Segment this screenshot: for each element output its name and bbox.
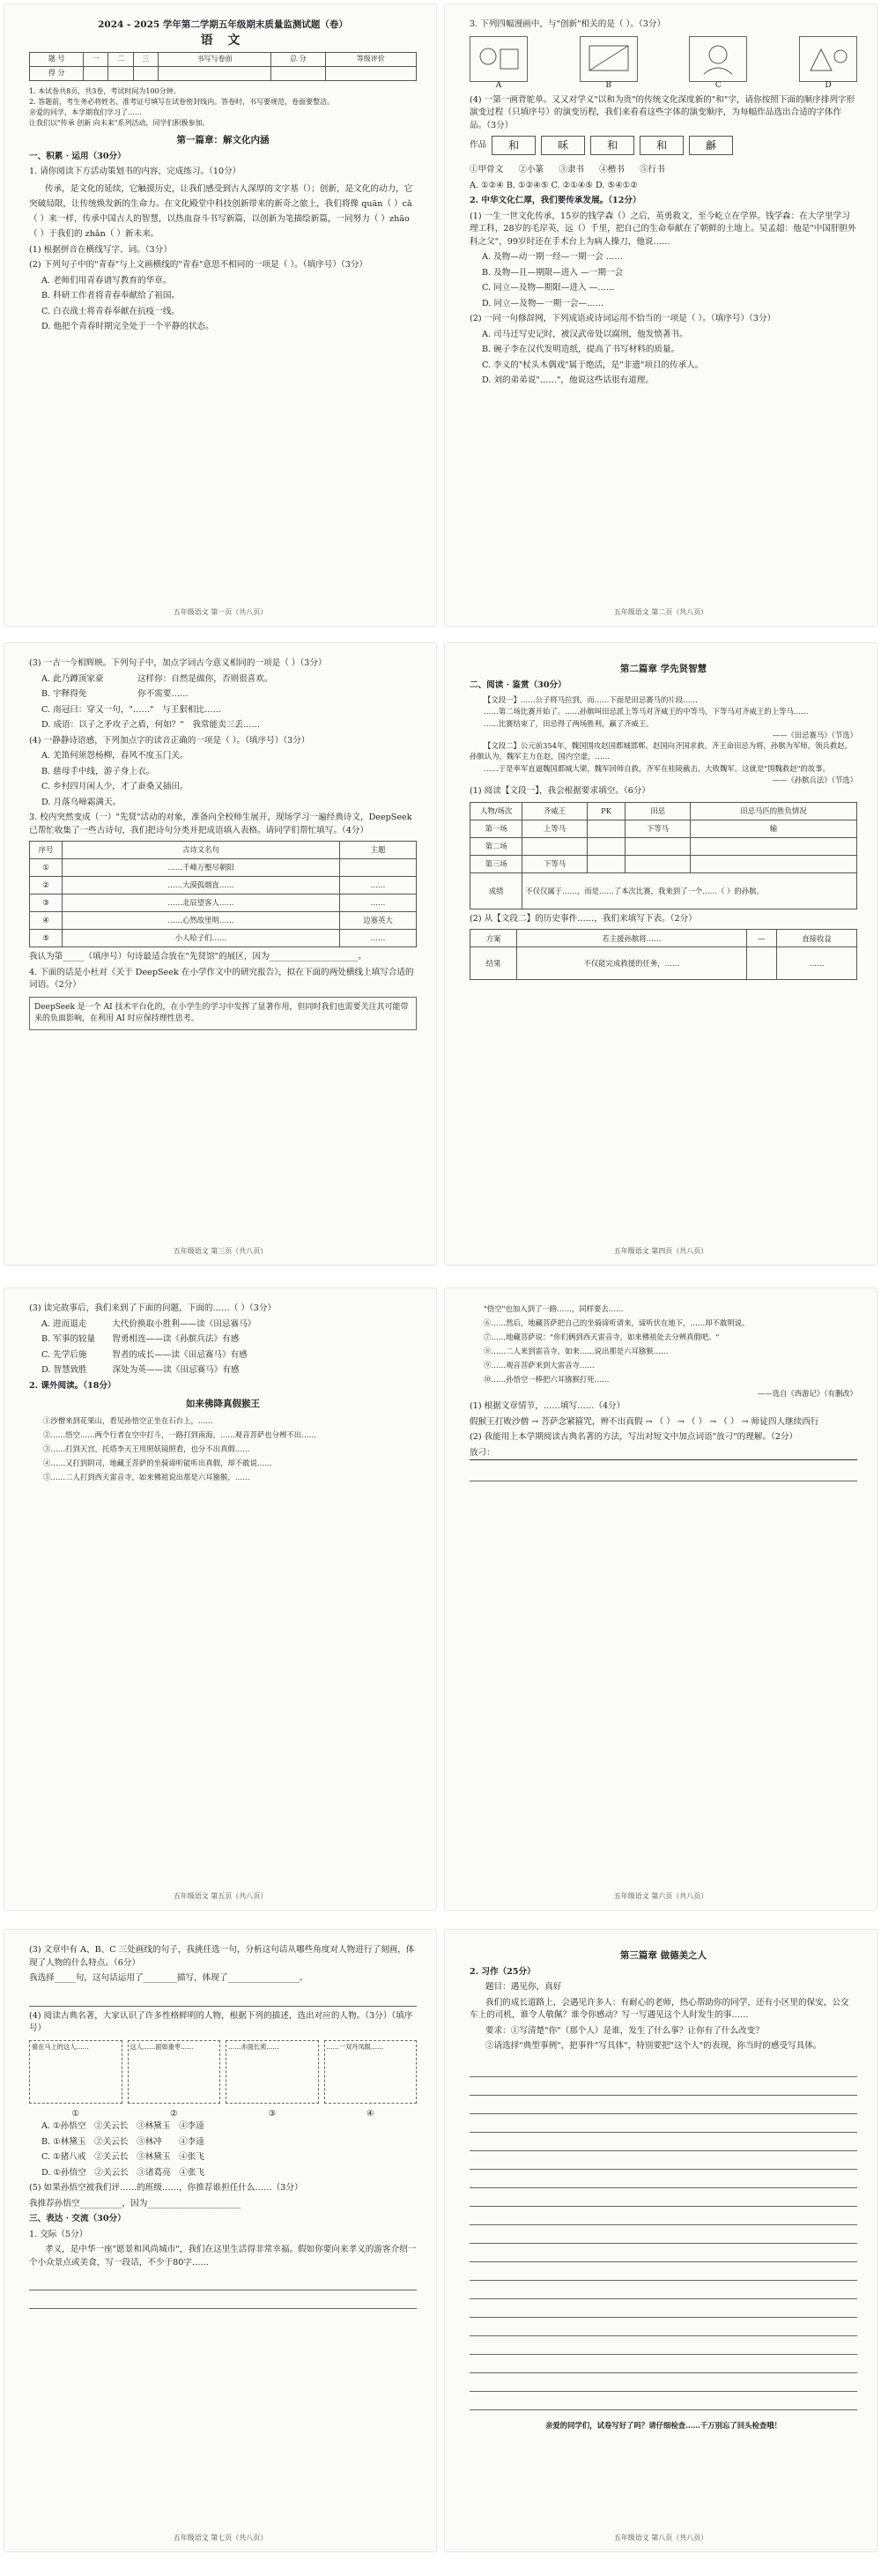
- question-passage: 传承，是文化的延续，它触摸历史，让我们感受到古人深厚的文字基（）；创新，是文化的动力，它突破局限，让传统焕发新的生命力。在文化殿堂中科技创新带来的新奇之旅上，我们将像 quān（ ）cǎ（ ）来一样，传承中国古人的智慧，以热血奋斗书写新篇，以创新为笔描绘新篇，一同努力（ ）zhāo（ ）于我们的 zhǎn（ ）新未来。: [29, 183, 413, 239]
- writing-line[interactable]: [470, 2059, 857, 2077]
- question-text: (1) 阅读【文段一】，我会根据要求填空。（6分）: [470, 786, 651, 797]
- exam-title: 2024 - 2025 学年第二学期五年级期末质量监测试题（卷）: [98, 19, 348, 30]
- section-heading: 二、阅读 · 鉴赏（30分）: [470, 679, 566, 690]
- score-head: 题 号: [30, 53, 84, 67]
- script-option: ①甲骨文: [470, 165, 504, 174]
- page-footer: 五年级语文 第四页（共八页）: [613, 1247, 708, 1255]
- writing-line[interactable]: [470, 2244, 857, 2262]
- score-table: [29, 52, 417, 81]
- table-cell: ③: [30, 895, 63, 912]
- score-cell[interactable]: [271, 67, 325, 81]
- table-cell[interactable]: ……: [340, 930, 417, 947]
- page-footer: 五年级语文 第七页（共八页）: [173, 2534, 268, 2542]
- part-title: 第一篇章：解文化内涵: [176, 135, 270, 145]
- option[interactable]: D. 月落乌啼霜满天。: [41, 797, 122, 807]
- table-cell: 成绩: [470, 872, 522, 909]
- passage-source: ——《田忌赛马》（节选）: [772, 730, 857, 739]
- writing-line[interactable]: [470, 2281, 857, 2299]
- passage-paragraph: ①沙僧来到花果山，看见孙悟空正坐在石台上，……: [43, 1415, 213, 1425]
- option[interactable]: A. 司马迁写史记时，被汉武帝处以腐刑，他发愤著书。: [482, 329, 688, 339]
- table-cell: 上等马: [522, 820, 588, 837]
- table-cell: ⑤: [30, 930, 63, 947]
- essay-prompt: 要求：①写清楚"你"（那个人）是谁，发生了什么事？让你有了什么改变？: [485, 2025, 764, 2036]
- passage-paragraph: ⑨……观音菩萨来到大雷音寺……: [484, 1361, 595, 1370]
- table-cell[interactable]: [690, 855, 856, 872]
- option[interactable]: B. ①林黛玉 ②关云长 ③林冲 ④李逵: [41, 2136, 204, 2147]
- closing-note: 亲爱的同学们，试卷写好了吗？请仔细检查……千万别忘了回头检查哦！: [545, 2420, 781, 2430]
- passage-source: ——《孙膑兵法》（节选）: [772, 776, 857, 785]
- question-text: (1) 根据文章情节，……填写……（4分）: [470, 1401, 626, 1411]
- writing-line[interactable]: [470, 2392, 857, 2410]
- page-footer: 五年级语文 第二页（共八页）: [613, 608, 708, 616]
- card-number: ④: [366, 2108, 374, 2119]
- table-cell[interactable]: [340, 859, 417, 877]
- question-text: 3. 校内突然变成（一）"先贤"活动的对象，准备向全校师生展开，现场学习一遍经典诗文，DeepSeek 已帮忙收集了一些古诗句，我们把诗句分类并把成语填入表格。请同学们帮忙填写。（4分）: [29, 813, 412, 835]
- answer-line[interactable]: 放刁：: [470, 1447, 857, 1461]
- passage-paragraph: ②……悟空……两个行者在空中打斗，一路打到南海，……观音菩萨也分辨不出……: [43, 1429, 316, 1439]
- card-number: ①: [71, 2108, 80, 2119]
- table-cell[interactable]: 边塞英大: [340, 912, 417, 930]
- passage-paragraph: ⑩……孙悟空一棒把六耳猕猴打死……: [484, 1375, 610, 1384]
- score-head: 书写与卷面: [158, 53, 270, 67]
- question-text: (3) 读完故事后，我们来到了下面的问题，下面的……（ ）（3分）: [29, 1303, 277, 1313]
- note-line: 2. 答题前，考生务必将姓名、准考证号填写在试卷密封线内。答卷时，书写要规范，卷面要整洁。: [29, 98, 335, 106]
- table-header: 直接收益: [777, 930, 857, 947]
- option[interactable]: D. 同立—及物—一期一会—……: [482, 298, 604, 308]
- option[interactable]: A. 及物—动一期一经—一期一会 ……: [482, 252, 623, 262]
- table-cell[interactable]: ……: [340, 877, 417, 895]
- question-text: (1) 根据拼音在横线写字、词。（3分）: [29, 244, 172, 255]
- script-option: ③隶书: [559, 165, 585, 174]
- option[interactable]: C. 同立—及物—期限—进入 —……: [482, 283, 615, 293]
- subject-title: 语 文: [200, 33, 246, 48]
- writing-line[interactable]: [470, 2188, 857, 2207]
- table-row: [30, 930, 417, 947]
- calligraphy-box: 咊: [541, 136, 585, 155]
- answer-line[interactable]: [470, 1463, 857, 1481]
- page-footer: 五年级语文 第六页（共八页）: [613, 1892, 708, 1900]
- passage-source: ——选自《西游记》（有删改）: [757, 1389, 857, 1398]
- table-cell: 第三场: [470, 855, 522, 872]
- table-header: 序号: [30, 842, 63, 859]
- passage-paragraph: 【文段一】……公子将马拉到，而……下面是田忌赛马的片段……: [484, 695, 698, 704]
- fill-in-line[interactable]: 我认为第_____（填序号）句诗最适合放在"先贤馆"的展区，因为_____________________。: [29, 952, 366, 961]
- table-cell: ……北辰望客人……: [63, 895, 340, 912]
- exam-page-5: [4, 1288, 436, 1910]
- script-option: ④楷书: [599, 165, 625, 174]
- table-row: [470, 837, 857, 855]
- table-cell[interactable]: [587, 820, 625, 837]
- essay-prompt: 我们的成长道路上，会遇见许多人：有耐心的老师，热心帮助你的同学，还有小区里的保安，公交车上的司机，谁令人敬佩？谁令你感动？写一写遇见这个人时发生的事……: [470, 1997, 849, 2020]
- writing-line[interactable]: [470, 2077, 857, 2096]
- exam-page-4: [445, 643, 877, 1265]
- card-number: ③: [268, 2108, 277, 2119]
- note-line: 让我们以"传承 创新 向未来"系列活动，同学们积极参加。: [29, 119, 210, 127]
- score-cell[interactable]: [158, 67, 270, 81]
- option[interactable]: A. 羌笛何须怨杨柳，春风不度玉门关。: [41, 751, 189, 761]
- score-head: 总 分: [271, 53, 325, 67]
- table-cell: ……千峰万壑尽朝阳: [63, 859, 340, 877]
- answer-options[interactable]: A. ①②④ B. ①②④⑤ C. ②①④⑤ D. ⑤④①②: [470, 180, 638, 190]
- table-header: PK: [587, 802, 625, 820]
- script-option: ②小篆: [518, 165, 544, 174]
- answer-line[interactable]: [29, 1988, 417, 2007]
- story-passage: [29, 1414, 417, 1484]
- option[interactable]: A. 进而退走 大代价换取小胜利——读《田忌赛马》: [41, 1318, 256, 1329]
- strategy-table: [470, 929, 857, 980]
- question-text: 3. 下列四幅漫画中，与"创新"相关的是（ ）。（3分）: [470, 19, 666, 29]
- script-option: ⑤行书: [639, 165, 665, 174]
- table-cell: ②: [30, 877, 63, 895]
- card-number: ②: [169, 2108, 178, 2119]
- page-footer: 五年级语文 第三页（共八页）: [173, 1247, 268, 1255]
- table-cell[interactable]: 不仅仅属于……，而是……了本次比赛，我来到了一个……（ ）的孙膑。: [522, 872, 857, 909]
- cartoon-image[interactable]: [799, 36, 857, 90]
- deepseek-quote-box: DeepSeek 是一个 AI 技术平台化的，在小学生的学习中发挥了显著作用，但同时我们也需要关注其可能带来的负面影响，在利用 AI 时应保持理性思考。: [29, 997, 417, 1030]
- option[interactable]: B. 碗子李在汉代发明造纸，提高了书写材料的质量。: [482, 345, 680, 354]
- table-row: [470, 855, 857, 872]
- passage-paragraph: ⑥……然后，地藏菩萨把自己的坐骑谛听请来，谛听伏在地下，……却不敢明说。: [484, 1318, 750, 1327]
- option[interactable]: C. 白衣战士将青春奉献在抗疫一线。: [41, 306, 181, 316]
- passage-paragraph: ④……又打到阴司，地藏王菩萨的坐骑谛听能听出真假，却不敢说……: [43, 1458, 272, 1467]
- passage-paragraph: ……于是率军直逼魏国都城大梁，魏军回师自救，齐军在桂陵截击，大败魏军。这就是"围魏救赵"的故事。: [484, 763, 830, 773]
- cartoon-label: A: [495, 81, 502, 90]
- option[interactable]: B. 慈母手中线，游子身上衣。: [41, 766, 155, 776]
- writing-line[interactable]: [470, 2151, 857, 2170]
- question-text: 1. 请你阅读下方活动策划书的内容，完成练习。（10分）: [29, 167, 241, 176]
- table-row: [30, 912, 417, 930]
- question-text: 2. 课外阅读。（18分）: [29, 1380, 116, 1391]
- cartoon-label: D: [825, 81, 832, 90]
- page-footer: 五年级语文 第一页（共八页）: [173, 608, 268, 616]
- table-header: 方案: [470, 930, 517, 947]
- score-cell[interactable]: [133, 67, 158, 81]
- table-cell: ……大漠孤烟直……: [63, 877, 340, 895]
- option[interactable]: C. ①猪八戒 ②关云长 ③林黛玉 ④张飞: [41, 2152, 204, 2162]
- table-row: [470, 947, 857, 980]
- option[interactable]: B. 及物—且—期限—进入 —一期一会: [482, 267, 624, 278]
- table-cell[interactable]: [746, 947, 777, 980]
- table-cell: 小人哈子们……: [63, 930, 340, 947]
- question-text: (3) 一古一今相辉映。下列句子中，加点字词古今意义相同的一项是（ ）（3分）: [29, 658, 327, 668]
- score-cell[interactable]: [84, 67, 108, 81]
- option[interactable]: A. ①孙悟空 ②关云长 ③林黛玉 ④李逵: [41, 2121, 204, 2131]
- character-card: 这人……面如重枣……: [128, 2040, 221, 2104]
- answer-line[interactable]: [29, 2272, 417, 2290]
- question-text: (2) 下列句子中的"青春"与上文画横线的"青春"意思不相同的一项是（ ）。（填序号）（3分）: [29, 260, 368, 270]
- option[interactable]: D. 他把个青春时期完全处于一个平静的状态。: [41, 322, 214, 331]
- calligraphy-label: 作品: [470, 139, 487, 150]
- table-cell[interactable]: ……: [340, 895, 417, 912]
- page-footer: 五年级语文 第八页（共八页）: [613, 2534, 708, 2542]
- question-text: (2) 从【文段二】的历史事件……，我们来填写下表。（2分）: [470, 913, 697, 924]
- table-header: 主题: [340, 842, 417, 859]
- card-numbers: [29, 2108, 417, 2121]
- cartoon-image[interactable]: [470, 36, 528, 90]
- option[interactable]: D. 成语：以子之矛攻子之盾，何如？" 我常能卖三丢……: [41, 720, 261, 730]
- section-heading: 一、积累 · 运用（30分）: [29, 151, 126, 161]
- option[interactable]: D. 刘的弟弟说"……"，他说这些话很有道理。: [482, 375, 654, 385]
- calligraphy-row: [470, 136, 857, 155]
- table-header: 古诗文名句: [63, 842, 340, 859]
- cartoon-image[interactable]: [580, 36, 638, 90]
- plot-flow[interactable]: 假猴王打败沙僧 → 菩萨念紧箍咒，辨不出真假 → （ ） → （ ） → （ ） → 师徒四人继续西行: [470, 1416, 819, 1427]
- exam-page-3: [4, 643, 436, 1265]
- calligraphy-box: 和: [590, 136, 634, 155]
- option[interactable]: C. 李义的"杖头木偶戏"属于绝活，是"非遗"项目的传承人。: [482, 360, 704, 370]
- question-text: 4. 下面的话是小杜对《关于 DeepSeek 在小学作文中的研究报告》，拟在下面的两处横线上填写合适的词语。（2分）: [29, 967, 414, 990]
- option[interactable]: B. 军事的较量 智勇相连——读《孙膑兵法》有感: [41, 1334, 240, 1344]
- score-cell[interactable]: [108, 67, 133, 81]
- question-text: (5) 如果孙悟空被我们评……的班级……，你推荐谁担任什么……（3分）: [29, 2183, 303, 2193]
- cartoon-label: B: [605, 81, 611, 90]
- question-text: (4) 一第一画背鸵单。又又对学义"以和为贵"的传统文化深度新的"和"字，请你按照下面的顺序排列字形演变过程（只填序号）的演变历程，我们来看看这些字体的演变顺序，为每幅作品选出合适的字体作品。（3分）: [470, 94, 855, 130]
- poem-table: [29, 841, 417, 947]
- table-header: 若主援孙膑将……: [517, 930, 746, 947]
- option[interactable]: B. 宇释得免 你不需要……: [41, 689, 189, 699]
- question-text: (3) 文章中有 A、B、C 三处画线的句子，我挑任选一句，分析这句话从哪些角度对人物进行了刻画，体现了人物的什么特点。（6分）: [29, 1945, 415, 1968]
- table-header: 田忌马匹的胜负情况: [690, 802, 856, 820]
- writing-line[interactable]: [470, 2133, 857, 2151]
- character-card: ……一双丹凤眼……: [324, 2040, 418, 2104]
- essay-writing-area[interactable]: [470, 2059, 857, 2410]
- writing-line[interactable]: [470, 2207, 857, 2225]
- question-text: (2) 我能用上本学期阅读古典名著的方法，写出对短文中加点词语"放刁"的理解。（2分）: [470, 1432, 798, 1442]
- option[interactable]: A. 此乃蹲顶家豪 这样你：自然是做你，否则很喜欢。: [41, 673, 273, 684]
- part-title: 第二篇章 学先贤智慧: [619, 664, 707, 674]
- score-row-label: 得 分: [30, 67, 84, 81]
- part-title: 第三篇章 做德美之人: [619, 1950, 707, 1961]
- option[interactable]: C. 乡村四月闲人少，才了蚕桑又插田。: [41, 782, 189, 791]
- table-cell[interactable]: [522, 837, 588, 855]
- writing-line[interactable]: [470, 2262, 857, 2281]
- table-cell[interactable]: [626, 837, 691, 855]
- passage-paragraph: ⑤……二人打到西天雷音寺，如来佛祖说出那是六耳猕猴，……: [43, 1472, 250, 1481]
- table-cell[interactable]: [587, 855, 625, 872]
- option[interactable]: C. 先学后施 智者的成长——读《田忌赛马》有感: [41, 1349, 248, 1360]
- character-card: ……赤面长须……: [226, 2040, 319, 2104]
- table-cell[interactable]: [626, 855, 691, 872]
- calligraphy-box: 和: [640, 136, 684, 155]
- option[interactable]: A. 老师们用青春谱写教育的华章。: [41, 275, 172, 286]
- passage-paragraph: ③……打到天宫，托塔李天王用照妖镜照看，也分不出真假……: [43, 1444, 250, 1453]
- writing-line[interactable]: [470, 2114, 857, 2133]
- writing-line[interactable]: [470, 2355, 857, 2373]
- question-text: (2) 一同一句修辞网，下列成语或诗词运用不恰当的一项是（ ）。（填序号）（3分）: [470, 314, 776, 323]
- story-title: 如来佛降真假猴王: [186, 1399, 260, 1409]
- calligraphy-box: 和: [492, 136, 536, 155]
- table-cell: ①: [30, 859, 63, 877]
- exam-page-2: [445, 4, 877, 626]
- passage-paragraph: 【文段二】公元前354年，魏国围攻赵国都城邯郸。赵国向齐国求救。齐王命田忌为将，孙膑为军师，领兵救赵。孙膑认为，魏军主力在赵，国内空虚，……: [470, 741, 852, 761]
- table-header: 田忌: [626, 802, 691, 820]
- question-text: 1. 交际（5分）: [29, 2229, 88, 2239]
- cartoon-options: [470, 36, 857, 90]
- fill-in-line[interactable]: 我推荐孙悟空__________，因为______________________: [29, 2198, 241, 2209]
- essay-prompt: ②请选择"典型事例"，把事件"写具体"，特别要把"这个人"的表现，你当时的感受写具体。: [485, 2041, 822, 2051]
- note-line: 1. 本试卷共8页，共3卷，考试时间为100分钟。: [29, 87, 181, 95]
- table-cell: 第一场: [470, 820, 522, 837]
- writing-line[interactable]: [470, 2318, 857, 2336]
- passage-paragraph: ⑦……地藏菩萨说："你们俩到西天雷音寺，如来佛祖处去分辨真假吧。": [484, 1333, 720, 1341]
- question-text: (4) 阅读古典名著，大家认识了许多性格鲜明的人物，根据下列的描述，选出对应的人物。（3分）（填序号）: [29, 2010, 413, 2033]
- option[interactable]: B. 科研工作者将青春奉献给了祖国。: [41, 291, 181, 301]
- note-line: 亲爱的同学，本学期我们学习了……: [29, 108, 142, 116]
- table-cell: 输: [690, 820, 856, 837]
- table-cell: 下等马: [522, 855, 588, 872]
- score-cell[interactable]: [325, 67, 416, 81]
- question-text: (4) 一静静诗语感，下列加点字的读音正确的一项是（ ）。（填序号）（3分）: [29, 735, 310, 746]
- table-cell: 结果: [470, 947, 517, 980]
- exam-page-6: [445, 1288, 877, 1910]
- table-header: 齐威王: [522, 802, 588, 820]
- calligraphy-options: [470, 164, 857, 177]
- writing-line[interactable]: [470, 2225, 857, 2244]
- table-cell: 不仅能完成救援的任务，……: [517, 947, 746, 980]
- section-heading: 三、表达 · 交流（30分）: [29, 2214, 126, 2223]
- score-head: 一: [84, 53, 108, 67]
- table-header: —: [746, 930, 777, 947]
- horse-race-table: [470, 802, 857, 909]
- writing-line[interactable]: [470, 2170, 857, 2188]
- option[interactable]: D. ①孙悟空 ②关云长 ③诸葛亮 ④张飞: [41, 2167, 205, 2178]
- passage-paragraph: ……比赛结束了，田忌得了两场胜利，赢了齐威王。: [484, 718, 654, 728]
- exam-page-8: [445, 1930, 877, 2551]
- character-cards: [29, 2040, 417, 2104]
- cartoon-label: C: [714, 81, 722, 90]
- table-row: [470, 872, 857, 909]
- fill-in-line[interactable]: 我选择_____句，这句话运用了________描写，体现了_________________。: [29, 1973, 308, 1983]
- essay-topic: 题目：遇见你，真好: [485, 1982, 562, 1992]
- table-row: [470, 820, 857, 837]
- table-cell: 下等马: [626, 820, 691, 837]
- score-head: 三: [133, 53, 158, 67]
- table-cell: ……心然故里明……: [63, 912, 340, 930]
- passage-paragraph: ⑧……二人来到雷音寺，如来……说出那是六耳猕猴……: [484, 1347, 669, 1355]
- character-card: 骑在马上的这人……: [29, 2040, 122, 2104]
- calligraphy-box: 龢: [689, 136, 733, 155]
- page-footer: 五年级语文 第五页（共八页）: [173, 1892, 268, 1900]
- writing-line[interactable]: [470, 2373, 857, 2392]
- story-passage: [470, 1303, 857, 1400]
- reading-passage-1: [470, 694, 857, 785]
- table-cell: 第二场: [470, 837, 522, 855]
- writing-line[interactable]: [470, 2096, 857, 2114]
- table-cell[interactable]: [587, 837, 625, 855]
- table-cell: ④: [30, 912, 63, 930]
- passage-paragraph: "悟空"也加入到了一路……，同样要去……: [484, 1304, 624, 1313]
- table-row: [30, 877, 417, 895]
- option[interactable]: D. 智慧致胜 深处为英——读《田忌赛马》有感: [41, 1365, 240, 1375]
- table-row: [30, 895, 417, 912]
- question-text: 2. 习作（25分）: [470, 1966, 536, 1977]
- score-head: 二: [108, 53, 133, 67]
- table-header: 人物/场次: [470, 802, 522, 820]
- score-head: 等级评价: [325, 53, 416, 67]
- question-passage: 孝义，是中华一座"愿景和风尚城市"，我们在这里生活得非常幸福。假如你要向来孝义的游客介绍一个小众景点或美食，写一段话，不少于80字……: [29, 2245, 417, 2268]
- option[interactable]: C. 南冠曰：穿又一句，"……" 与王狠相比……: [41, 704, 222, 715]
- writing-line[interactable]: [470, 2299, 857, 2318]
- question-passage: (1) 一生一世文化传承，15岁的钱学森（）之后，英勇救文，至今屹立在学界。钱学森：在大学里学习理工科，28岁的毛岸英，远（）千里，把自己的生命奉献在了朝鲜的土地上。吴孟超：他是"中国肝胆外科之父"，99岁时还在手术台上为病人操刀，他说……: [470, 211, 856, 247]
- table-row: [30, 859, 417, 877]
- exam-page-1: [4, 4, 436, 626]
- cartoon-image[interactable]: [689, 36, 747, 90]
- writing-line[interactable]: [470, 2336, 857, 2355]
- exam-page-7: [4, 1930, 436, 2551]
- question-text: 2. 中华文化仁厚，我们要传承发展。（12分）: [470, 196, 641, 205]
- passage-paragraph: ……第二场比赛开始了。……孙膑叫田忌派上等马对齐威王的中等马，下等马对齐威王的上等马……: [484, 707, 809, 716]
- answer-line[interactable]: [29, 2290, 417, 2309]
- table-cell[interactable]: [690, 837, 856, 855]
- table-cell[interactable]: ……: [777, 947, 857, 980]
- exam-notes: [29, 86, 417, 129]
